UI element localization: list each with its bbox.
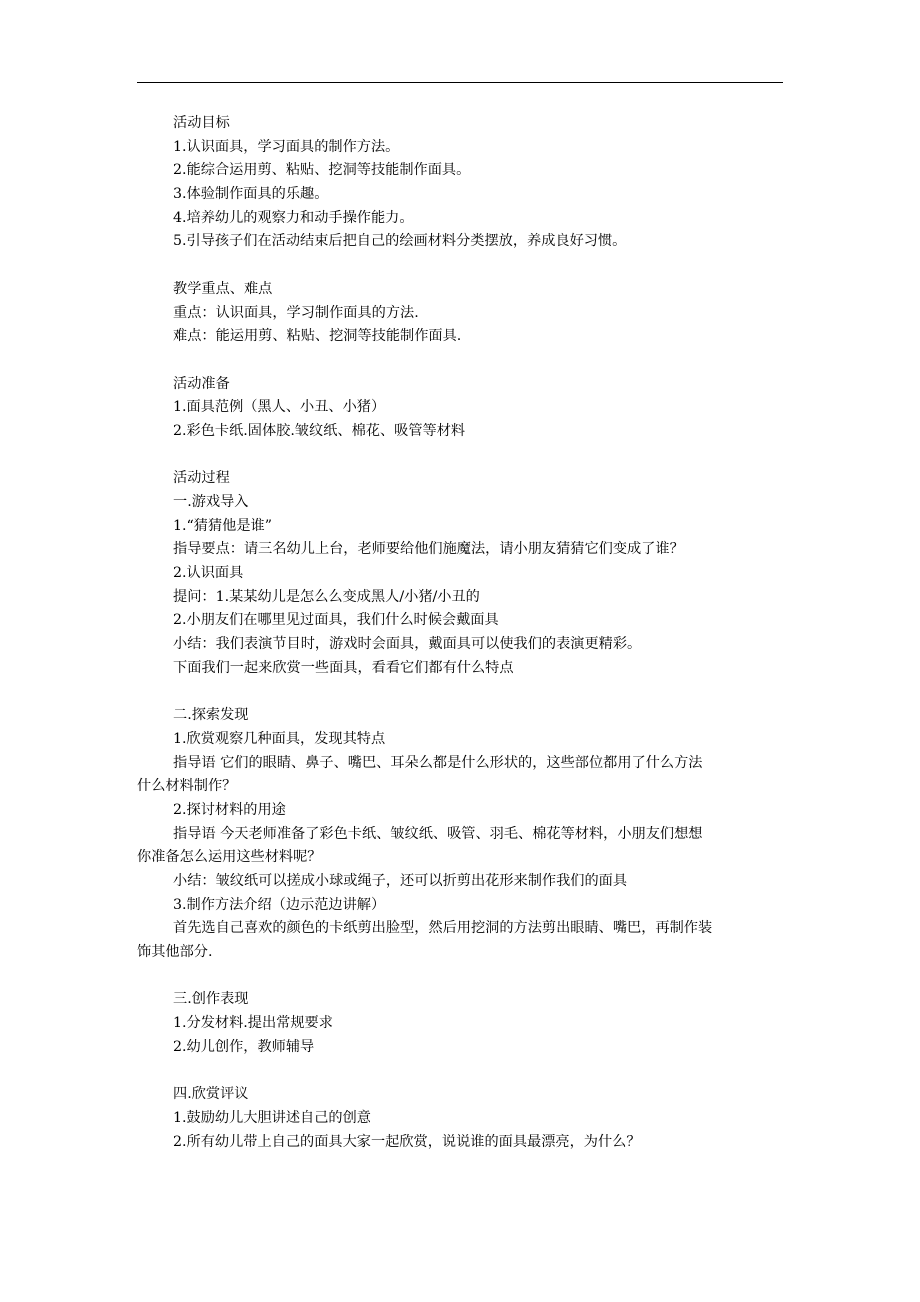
- key-point-item: 重点：认识面具，学习制作面具的方法.: [173, 304, 419, 321]
- process-line: 2.探讨材料的用途: [173, 801, 286, 818]
- preparation-item: 2.彩色卡纸.固体胶.皱纹纸、棉花、吸管等材料: [173, 422, 466, 439]
- section-heading-process: 活动过程: [173, 470, 230, 487]
- goal-item: 2.能综合运用剪、粘贴、挖洞等技能制作面具。: [173, 162, 471, 179]
- process-line: 2.小朋友们在哪里见过面具，我们什么时候会戴面具: [173, 612, 499, 629]
- process-part-title: 二.探索发现: [173, 707, 249, 724]
- section-heading-key-points: 教学重点、难点: [173, 280, 273, 297]
- process-line: 指导语 今天老师准备了彩色卡纸、皱纹纸、吸管、羽毛、棉花等材料，小朋友们想想: [173, 825, 703, 842]
- process-line: 指导语 它们的眼睛、鼻子、嘴巴、耳朵么都是什么形状的，这些部位都用了什么方法: [173, 754, 703, 771]
- process-line: 1.分发材料.提出常规要求: [173, 1015, 333, 1032]
- process-part-title: 三.创作表现: [173, 991, 249, 1008]
- process-part-title: 四.欣赏评议: [173, 1086, 249, 1103]
- process-line: 2.认识面具: [173, 565, 244, 582]
- process-part-title: 一.游戏导入: [173, 494, 249, 510]
- section-heading-goals: 活动目标: [173, 115, 230, 131]
- goal-item: 3.体验制作面具的乐趣。: [173, 186, 329, 203]
- process-line-continuation: 什么材料制作？: [137, 778, 237, 795]
- preparation-item: 1.面具范例（黑人、小丑、小猪）: [173, 399, 386, 416]
- process-line: 首先选自己喜欢的颜色的卡纸剪出脸型，然后用挖洞的方法剪出眼睛、嘴巴，再制作装: [173, 920, 713, 937]
- process-line: 提问：1.某某幼儿是怎么么变成黑人/小猪/小丑的: [173, 588, 480, 605]
- section-heading-preparation: 活动准备: [173, 375, 230, 392]
- process-line: 1.欣赏观察几种面具，发现其特点: [173, 730, 386, 747]
- process-line: 1.鼓励幼儿大胆讲述自己的创意: [173, 1109, 371, 1126]
- process-line-continuation: 你准备怎么运用这些材料呢？: [137, 849, 322, 866]
- process-line: 1.“猜猜他是谁”: [173, 517, 272, 534]
- process-line: 2.幼儿创作，教师辅导: [173, 1038, 315, 1055]
- process-line: 下面我们一起来欣赏一些面具，看看它们都有什么特点: [173, 659, 514, 676]
- process-line: 3.制作方法介绍（边示范边讲解）: [173, 896, 386, 913]
- document-body: [137, 112, 785, 1154]
- goal-item: 4.培养幼儿的观察力和动手操作能力。: [173, 209, 414, 226]
- goal-item: 5.引导孩子们在活动结束后把自己的绘画材料分类摆放，养成良好习惯。: [173, 233, 627, 250]
- process-line-continuation: 饰其他部分.: [137, 944, 213, 961]
- header-rule: [137, 82, 783, 83]
- process-line: 小结：皱纹纸可以搓成小球或绳子，还可以折剪出花形来制作我们的面具: [173, 873, 628, 889]
- process-line: 小结：我们表演节目时，游戏时会面具，戴面具可以使我们的表演更精彩。: [173, 636, 642, 653]
- goal-item: 1.认识面具，学习面具的制作方法。: [173, 138, 400, 155]
- key-point-item: 难点：能运用剪、粘贴、挖洞等技能制作面具.: [173, 328, 462, 345]
- process-line: 指导要点：请三名幼儿上台，老师要给他们施魔法，请小朋友猜猜它们变成了谁？: [173, 541, 684, 558]
- process-line: 2.所有幼儿带上自己的面具大家一起欣赏，说说谁的面具最漂亮，为什么？: [173, 1133, 641, 1150]
